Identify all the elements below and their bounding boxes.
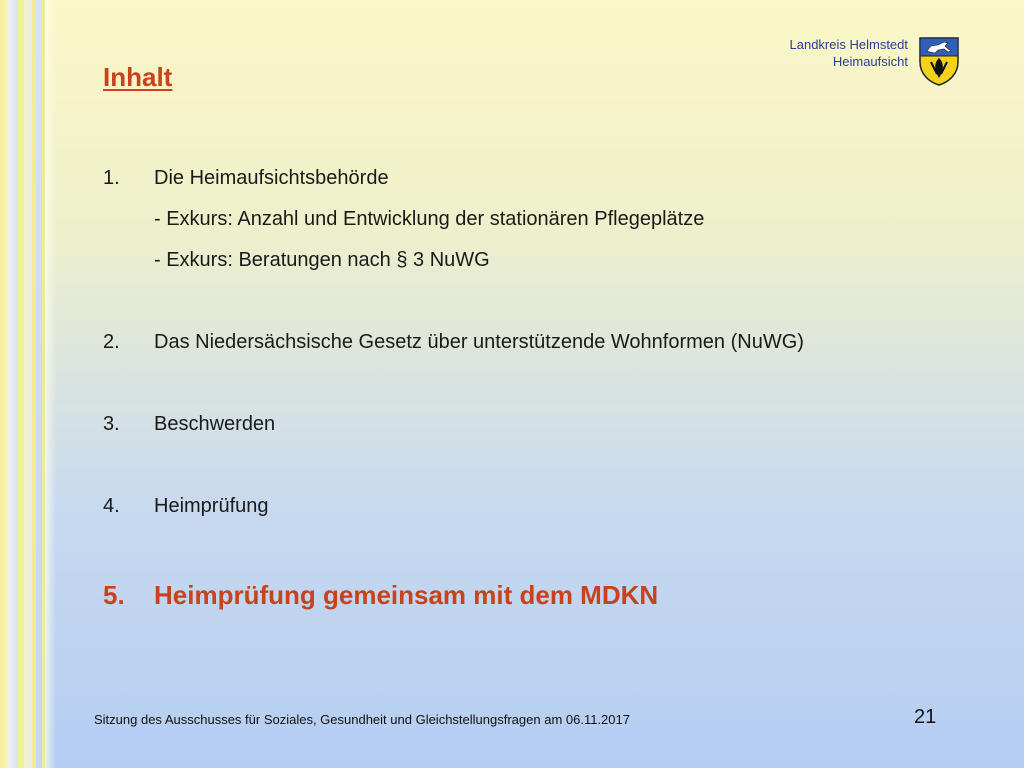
page-number: 21	[914, 706, 937, 728]
coat-of-arms-icon	[918, 36, 960, 86]
toc-item-text: Beschwerden	[154, 413, 276, 435]
decorative-side-stripes	[0, 0, 56, 768]
slide-title: Inhalt	[103, 62, 173, 92]
organization-label	[790, 36, 909, 70]
toc-item-number: 3.	[103, 413, 120, 435]
toc-item-text: Die Heimaufsichtsbehörde	[154, 167, 389, 189]
toc-subitem-1: - Exkurs: Anzahl und Entwicklung der stationären Pflegeplätze	[154, 208, 705, 230]
toc-item-number: 2.	[103, 331, 120, 353]
toc-item-number: 4.	[103, 495, 120, 517]
toc-subitem-2: - Exkurs: Beratungen nach § 3 NuWG	[154, 249, 490, 271]
toc-item-number: 1.	[103, 167, 120, 189]
toc-item-text: Das Niedersächsische Gesetz über unterstützende Wohnformen (NuWG)	[154, 331, 804, 353]
toc-item-text: Heimprüfung	[154, 495, 269, 517]
organization-name: Landkreis Helmstedt	[789, 37, 908, 52]
organization-department: Heimaufsicht	[832, 54, 908, 69]
toc-item-text: Heimprüfung gemeinsam mit dem MDKN	[154, 580, 659, 610]
toc-item-number: 5.	[103, 580, 125, 610]
slide-footer: Sitzung des Ausschusses für Soziales, Gesundheit und Gleichstellungsfragen am 06.11.2017	[94, 712, 630, 727]
